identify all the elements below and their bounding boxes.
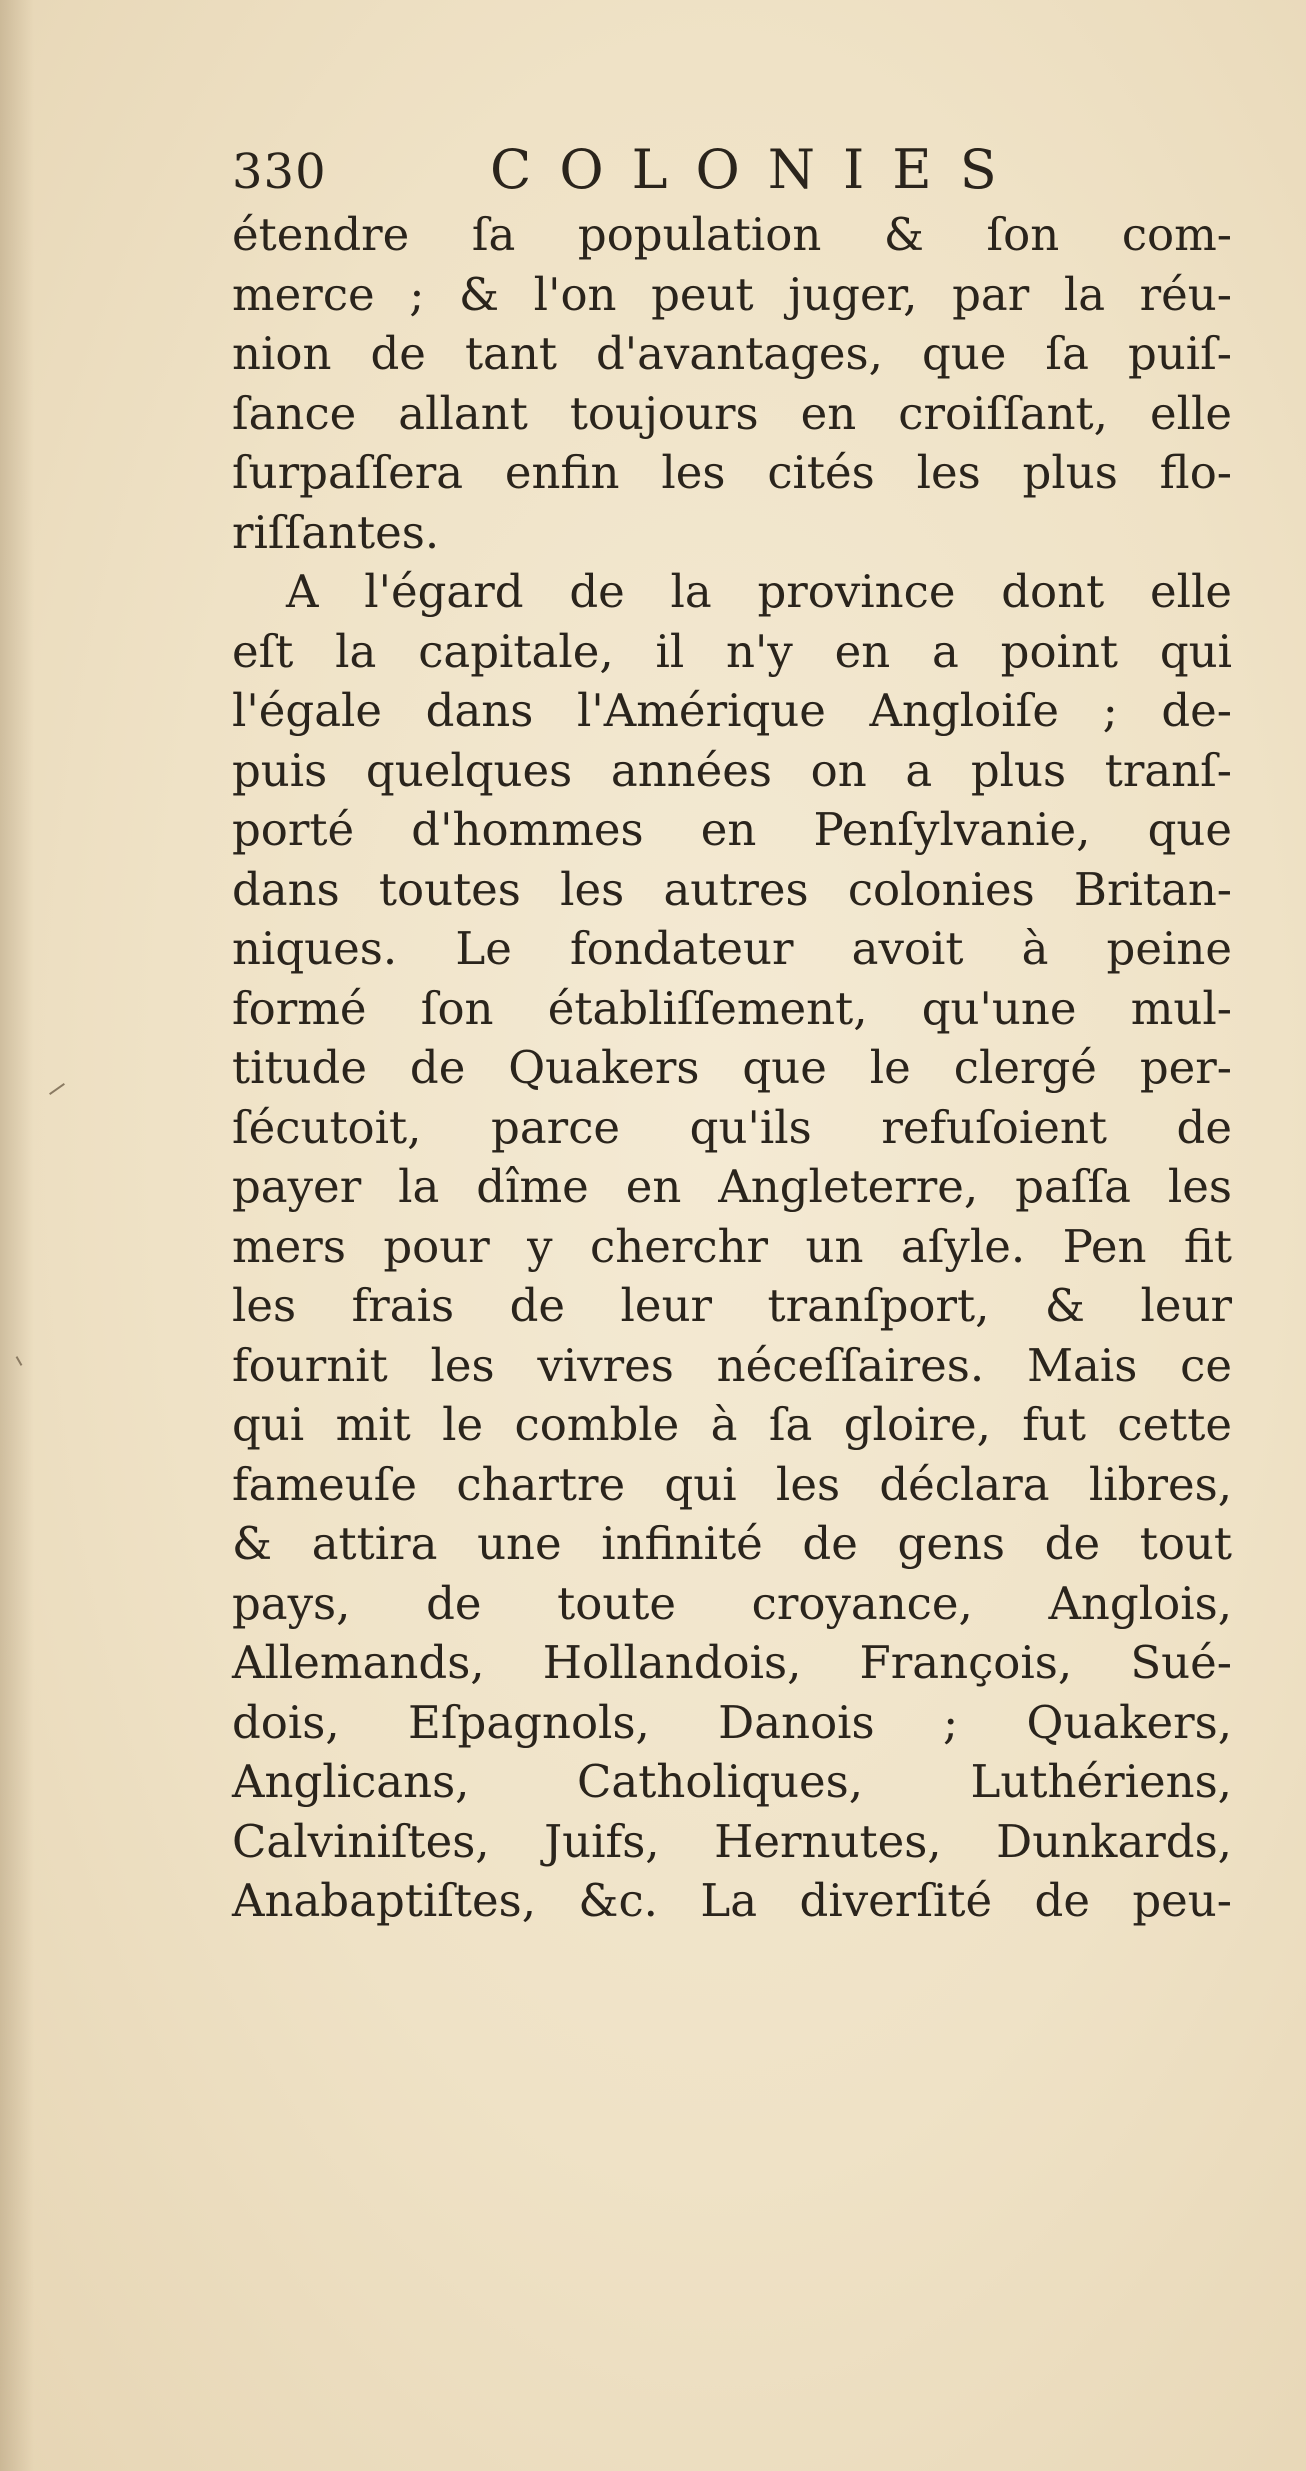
text-line: merce ; & l'on peut juger, par la réu- [232,267,1232,321]
text-line: niques. Le fondateur avoit à peine [232,922,1232,975]
paragraph-start-line: A l'égard de la province dont elle [286,565,1232,618]
page-header [232,138,1092,208]
text-line: nion de tant d'avantages, que ſa puiſ- [232,327,1232,380]
page-gutter-shadow [0,0,34,2471]
text-line: l'égale dans l'Amérique Angloiſe ; de- [232,684,1232,737]
page-number: 330 [232,144,327,200]
text-line: Calviniſtes, Juifs, Hernutes, Dunkards, [232,1814,1232,1868]
text-line: ſurpaſſera enfin les cités les plus flo- [232,446,1232,499]
text-line: ſécutoit, parce qu'ils refuſoient de [232,1100,1232,1154]
text-line: étendre ſa population & ſon com- [232,208,1232,261]
text-line: riſſantes. [232,505,440,559]
text-line: Anabaptiſtes, &c. La diverſité de peu- [232,1874,1232,1927]
stray-pencil-mark [49,1083,65,1095]
text-line: payer la dîme en Angleterre, paſſa les [232,1160,1232,1213]
text-line: formé ſon établiſſement, qu'une mul- [232,981,1232,1035]
text-line: qui mit le comble à ſa gloire, fut cette [232,1398,1232,1451]
body-text [232,205,1232,1931]
text-line: dois, Eſpagnols, Danois ; Quakers, [232,1695,1232,1749]
text-line: & attira une infinité de gens de tout [232,1517,1232,1570]
text-line: dans toutes les autres colonies Britan- [232,862,1232,916]
text-line: porté d'hommes en Penſylvanie, que [232,803,1232,856]
text-line: pays, de toute croyance, Anglois, [232,1576,1232,1630]
text-line: Anglicans, Catholiques, Luthériens, [232,1755,1232,1808]
text-line: ſance allant toujours en croiſſant, elle [232,386,1232,440]
text-line: mers pour y cherchr un aſyle. Pen fit [232,1219,1232,1273]
running-head: COLONIES [490,138,1025,201]
text-line: fournit les vivres néceſſaires. Mais ce [232,1338,1232,1392]
text-line: les frais de leur tranſport, & leur [232,1279,1232,1332]
text-line: fameuſe chartre qui les déclara libres, [232,1457,1232,1511]
text-line: titude de Quakers que le clergé per- [232,1041,1232,1094]
text-line: Allemands, Hollandois, François, Sué- [232,1636,1232,1689]
text-line: puis quelques années on a plus tranſ- [232,743,1232,797]
text-line: eſt la capitale, il n'y en a point qui [232,624,1232,678]
